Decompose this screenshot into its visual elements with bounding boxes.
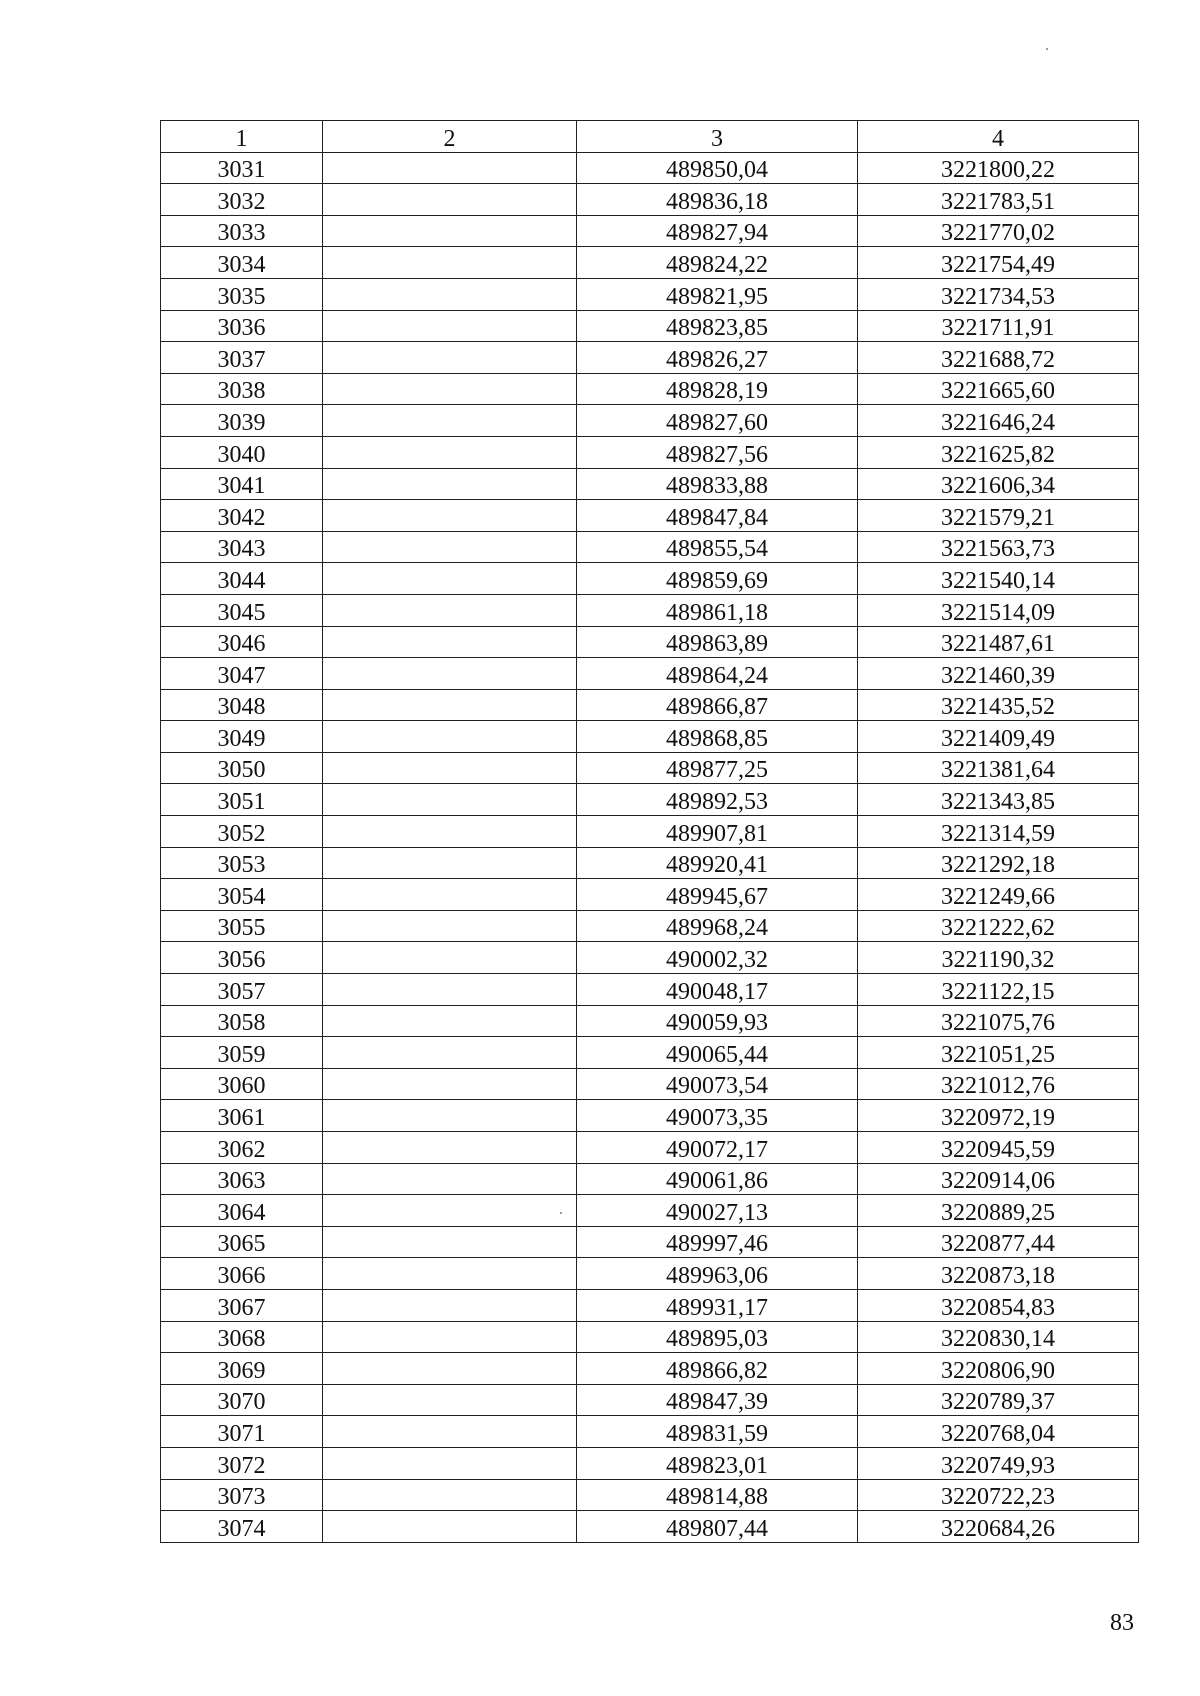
x-coordinate-cell: 489968,24 [577,910,858,942]
table-row [161,563,1139,595]
empty-cell [323,1447,577,1479]
x-coordinate-cell: 489823,01 [577,1447,858,1479]
table-row [161,1384,1139,1416]
y-coordinate-cell: 3220972,19 [858,1100,1139,1132]
point-number-cell: 3034 [161,247,323,279]
y-coordinate-cell: 3221770,02 [858,215,1139,247]
y-coordinate-cell: 3221222,62 [858,910,1139,942]
x-coordinate-cell: 489826,27 [577,342,858,374]
point-number-cell: 3067 [161,1289,323,1321]
x-coordinate-cell: 490059,93 [577,1005,858,1037]
table-row [161,531,1139,563]
table-row [161,278,1139,310]
x-coordinate-cell: 489827,56 [577,436,858,468]
point-number-cell: 3035 [161,278,323,310]
empty-cell [323,847,577,879]
y-coordinate-cell: 3221800,22 [858,152,1139,184]
empty-cell [323,405,577,437]
table-row [161,1132,1139,1164]
x-coordinate-cell: 490048,17 [577,974,858,1006]
y-coordinate-cell: 3221381,64 [858,752,1139,784]
table-row [161,1479,1139,1511]
point-number-cell: 3062 [161,1132,323,1164]
point-number-cell: 3058 [161,1005,323,1037]
table-row [161,1100,1139,1132]
point-number-cell: 3036 [161,310,323,342]
x-coordinate-cell: 489828,19 [577,373,858,405]
header-row [161,121,1139,153]
column-header-1: 1 [161,121,323,153]
point-number-cell: 3061 [161,1100,323,1132]
table-row [161,974,1139,1006]
point-number-cell: 3055 [161,910,323,942]
x-coordinate-cell: 489866,82 [577,1353,858,1385]
empty-cell [323,184,577,216]
empty-cell [323,689,577,721]
point-number-cell: 3031 [161,152,323,184]
y-coordinate-cell: 3221754,49 [858,247,1139,279]
point-number-cell: 3065 [161,1226,323,1258]
empty-cell [323,784,577,816]
y-coordinate-cell: 3220806,90 [858,1353,1139,1385]
x-coordinate-cell: 490072,17 [577,1132,858,1164]
x-coordinate-cell: 489823,85 [577,310,858,342]
table-row [161,689,1139,721]
table-row [161,1226,1139,1258]
empty-cell [323,247,577,279]
point-number-cell: 3063 [161,1163,323,1195]
empty-cell [323,1068,577,1100]
page-number: 83 [1110,1610,1134,1636]
empty-cell [323,1353,577,1385]
empty-cell [323,342,577,374]
y-coordinate-cell: 3220873,18 [858,1258,1139,1290]
point-number-cell: 3037 [161,342,323,374]
table-row [161,1163,1139,1195]
y-coordinate-cell: 3221579,21 [858,500,1139,532]
point-number-cell: 3048 [161,689,323,721]
table-row [161,1447,1139,1479]
table-row [161,468,1139,500]
table-row [161,942,1139,974]
y-coordinate-cell: 3221190,32 [858,942,1139,974]
empty-cell [323,152,577,184]
point-number-cell: 3056 [161,942,323,974]
y-coordinate-cell: 3220749,93 [858,1447,1139,1479]
point-number-cell: 3047 [161,658,323,690]
y-coordinate-cell: 3220768,04 [858,1416,1139,1448]
y-coordinate-cell: 3221487,61 [858,626,1139,658]
y-coordinate-cell: 3221435,52 [858,689,1139,721]
table-row [161,594,1139,626]
y-coordinate-cell: 3221012,76 [858,1068,1139,1100]
x-coordinate-cell: 490002,32 [577,942,858,974]
y-coordinate-cell: 3221783,51 [858,184,1139,216]
y-coordinate-cell: 3221540,14 [858,563,1139,595]
point-number-cell: 3060 [161,1068,323,1100]
empty-cell [323,1511,577,1543]
y-coordinate-cell: 3220854,83 [858,1289,1139,1321]
x-coordinate-cell: 489827,60 [577,405,858,437]
table-row [161,1416,1139,1448]
table-row [161,879,1139,911]
empty-cell [323,1289,577,1321]
table-row [161,247,1139,279]
empty-cell [323,310,577,342]
y-coordinate-cell: 3221625,82 [858,436,1139,468]
y-coordinate-cell: 3221122,15 [858,974,1139,1006]
table-row [161,1321,1139,1353]
point-number-cell: 3041 [161,468,323,500]
coordinates-table [160,120,1139,1543]
y-coordinate-cell: 3221314,59 [858,816,1139,848]
empty-cell [323,1416,577,1448]
table-row [161,184,1139,216]
y-coordinate-cell: 3221460,39 [858,658,1139,690]
table-row [161,310,1139,342]
x-coordinate-cell: 489824,22 [577,247,858,279]
y-coordinate-cell: 3221606,34 [858,468,1139,500]
point-number-cell: 3054 [161,879,323,911]
table-row [161,405,1139,437]
x-coordinate-cell: 489861,18 [577,594,858,626]
x-coordinate-cell: 489821,95 [577,278,858,310]
empty-cell [323,1163,577,1195]
empty-cell [323,942,577,974]
column-header-2: 2 [323,121,577,153]
x-coordinate-cell: 489868,85 [577,721,858,753]
point-number-cell: 3052 [161,816,323,848]
point-number-cell: 3044 [161,563,323,595]
x-coordinate-cell: 489850,04 [577,152,858,184]
y-coordinate-cell: 3221409,49 [858,721,1139,753]
x-coordinate-cell: 489877,25 [577,752,858,784]
y-coordinate-cell: 3221688,72 [858,342,1139,374]
x-coordinate-cell: 489895,03 [577,1321,858,1353]
point-number-cell: 3050 [161,752,323,784]
empty-cell [323,1321,577,1353]
empty-cell [323,626,577,658]
y-coordinate-cell: 3220789,37 [858,1384,1139,1416]
table-header [161,121,1139,153]
empty-cell [323,468,577,500]
table-row [161,1195,1139,1227]
empty-cell [323,816,577,848]
table-row [161,721,1139,753]
point-number-cell: 3038 [161,373,323,405]
point-number-cell: 3051 [161,784,323,816]
x-coordinate-cell: 489847,84 [577,500,858,532]
x-coordinate-cell: 489997,46 [577,1226,858,1258]
empty-cell [323,1132,577,1164]
y-coordinate-cell: 3220945,59 [858,1132,1139,1164]
y-coordinate-cell: 3220889,25 [858,1195,1139,1227]
table-row [161,626,1139,658]
table-row [161,1511,1139,1543]
empty-cell [323,1100,577,1132]
scan-speck [1046,48,1048,50]
scan-speck [560,1212,562,1214]
y-coordinate-cell: 3221734,53 [858,278,1139,310]
point-number-cell: 3057 [161,974,323,1006]
point-number-cell: 3042 [161,500,323,532]
table-row [161,500,1139,532]
x-coordinate-cell: 489920,41 [577,847,858,879]
empty-cell [323,1226,577,1258]
x-coordinate-cell: 490065,44 [577,1037,858,1069]
y-coordinate-cell: 3220877,44 [858,1226,1139,1258]
x-coordinate-cell: 489866,87 [577,689,858,721]
empty-cell [323,1195,577,1227]
point-number-cell: 3033 [161,215,323,247]
empty-cell [323,721,577,753]
empty-cell [323,1479,577,1511]
table-row [161,342,1139,374]
table-row [161,658,1139,690]
x-coordinate-cell: 489859,69 [577,563,858,595]
point-number-cell: 3066 [161,1258,323,1290]
x-coordinate-cell: 489931,17 [577,1289,858,1321]
point-number-cell: 3040 [161,436,323,468]
point-number-cell: 3049 [161,721,323,753]
y-coordinate-cell: 3221051,25 [858,1037,1139,1069]
point-number-cell: 3032 [161,184,323,216]
column-header-4: 4 [858,121,1139,153]
x-coordinate-cell: 490027,13 [577,1195,858,1227]
empty-cell [323,278,577,310]
y-coordinate-cell: 3221249,66 [858,879,1139,911]
table-row [161,215,1139,247]
point-number-cell: 3064 [161,1195,323,1227]
point-number-cell: 3072 [161,1447,323,1479]
point-number-cell: 3068 [161,1321,323,1353]
table-row [161,373,1139,405]
empty-cell [323,594,577,626]
x-coordinate-cell: 489847,39 [577,1384,858,1416]
x-coordinate-cell: 490073,54 [577,1068,858,1100]
x-coordinate-cell: 489963,06 [577,1258,858,1290]
point-number-cell: 3071 [161,1416,323,1448]
point-number-cell: 3073 [161,1479,323,1511]
table-row [161,152,1139,184]
x-coordinate-cell: 489945,67 [577,879,858,911]
table-row [161,1037,1139,1069]
table-row [161,1005,1139,1037]
x-coordinate-cell: 489827,94 [577,215,858,247]
table-row [161,1068,1139,1100]
table-row [161,1289,1139,1321]
empty-cell [323,658,577,690]
table-row [161,847,1139,879]
point-number-cell: 3046 [161,626,323,658]
empty-cell [323,879,577,911]
point-number-cell: 3069 [161,1353,323,1385]
x-coordinate-cell: 489814,88 [577,1479,858,1511]
table-row [161,910,1139,942]
x-coordinate-cell: 489807,44 [577,1511,858,1543]
y-coordinate-cell: 3220914,06 [858,1163,1139,1195]
empty-cell [323,373,577,405]
x-coordinate-cell: 489864,24 [577,658,858,690]
column-header-3: 3 [577,121,858,153]
table-row [161,752,1139,784]
empty-cell [323,436,577,468]
x-coordinate-cell: 489907,81 [577,816,858,848]
table-row [161,436,1139,468]
point-number-cell: 3053 [161,847,323,879]
table-row [161,816,1139,848]
y-coordinate-cell: 3221711,91 [858,310,1139,342]
empty-cell [323,1258,577,1290]
table-row [161,784,1139,816]
point-number-cell: 3074 [161,1511,323,1543]
empty-cell [323,910,577,942]
table-body [161,152,1139,1542]
empty-cell [323,215,577,247]
point-number-cell: 3045 [161,594,323,626]
point-number-cell: 3059 [161,1037,323,1069]
x-coordinate-cell: 489836,18 [577,184,858,216]
empty-cell [323,752,577,784]
empty-cell [323,500,577,532]
x-coordinate-cell: 489855,54 [577,531,858,563]
x-coordinate-cell: 490061,86 [577,1163,858,1195]
x-coordinate-cell: 490073,35 [577,1100,858,1132]
point-number-cell: 3070 [161,1384,323,1416]
x-coordinate-cell: 489831,59 [577,1416,858,1448]
y-coordinate-cell: 3221075,76 [858,1005,1139,1037]
empty-cell [323,1037,577,1069]
y-coordinate-cell: 3220830,14 [858,1321,1139,1353]
y-coordinate-cell: 3220722,23 [858,1479,1139,1511]
empty-cell [323,531,577,563]
point-number-cell: 3039 [161,405,323,437]
y-coordinate-cell: 3220684,26 [858,1511,1139,1543]
x-coordinate-cell: 489892,53 [577,784,858,816]
y-coordinate-cell: 3221665,60 [858,373,1139,405]
y-coordinate-cell: 3221343,85 [858,784,1139,816]
empty-cell [323,1005,577,1037]
y-coordinate-cell: 3221563,73 [858,531,1139,563]
y-coordinate-cell: 3221514,09 [858,594,1139,626]
empty-cell [323,974,577,1006]
point-number-cell: 3043 [161,531,323,563]
x-coordinate-cell: 489863,89 [577,626,858,658]
table-row [161,1258,1139,1290]
x-coordinate-cell: 489833,88 [577,468,858,500]
empty-cell [323,1384,577,1416]
y-coordinate-cell: 3221646,24 [858,405,1139,437]
y-coordinate-cell: 3221292,18 [858,847,1139,879]
empty-cell [323,563,577,595]
table-row [161,1353,1139,1385]
